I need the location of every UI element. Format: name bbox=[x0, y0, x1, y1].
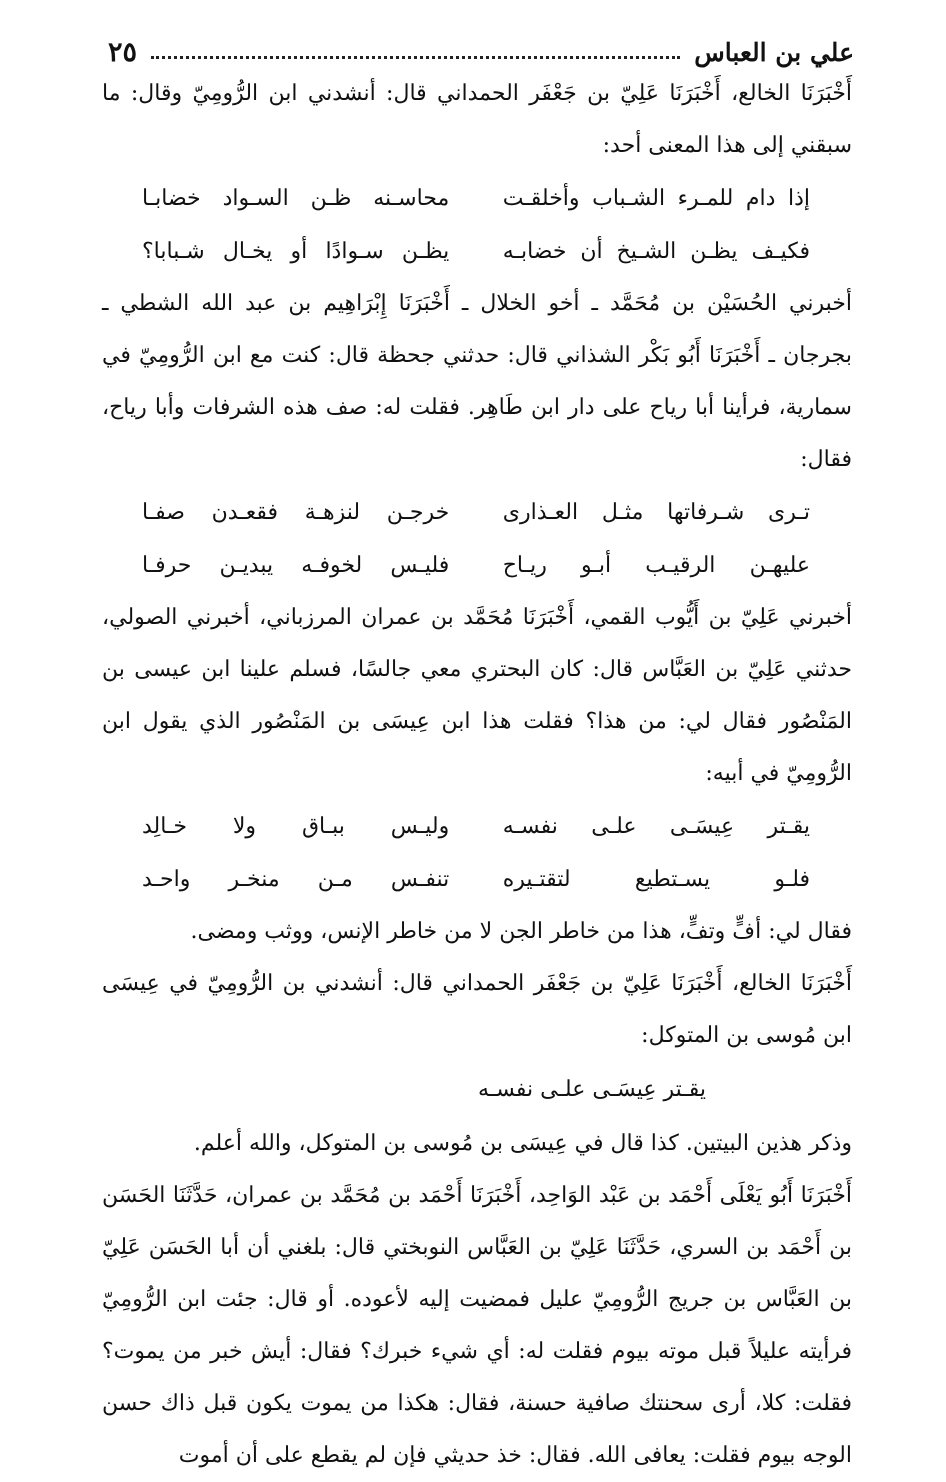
verse-second-hemistich: فليـس لخوفـه يبديـن حرفـا bbox=[142, 553, 450, 578]
quoted-hemistich: يقـتر عِيسَـى علـى نفسـه bbox=[478, 1077, 706, 1102]
verse-line bbox=[102, 853, 852, 906]
verse-line bbox=[102, 486, 852, 539]
verse-first-hemistich: عليهـن الرقيـب أبـو ريـاح bbox=[502, 553, 810, 578]
running-header bbox=[108, 34, 854, 70]
prose-paragraph: أَخْبَرَنَا الخالع، أَخْبَرَنَا عَلِيّ بن جَعْفَر الحمداني قال: أنشدني بن الرُّومِيّ في عِيسَى ابن مُوسى بن المتوكل: bbox=[102, 971, 852, 1048]
leader-dots bbox=[151, 56, 680, 59]
verse-line bbox=[102, 225, 852, 278]
verse-line bbox=[102, 172, 852, 225]
page-number: ٢٥ bbox=[108, 36, 138, 68]
verse-second-hemistich: وليـس ببـاق ولا خـالِد bbox=[142, 814, 450, 839]
verse-first-hemistich: فكيـف يظـن الشـيخ أن خضابـه bbox=[502, 239, 810, 264]
verse-second-hemistich: خرجـن لنزهـة فقعـدن صفـا bbox=[142, 500, 450, 525]
verse-first-hemistich: إذا دام للمـرء الشـباب وأخلقـت bbox=[502, 186, 810, 211]
verse-first-hemistich: يقـتر عِيسَـى علـى نفسـه bbox=[502, 814, 810, 839]
prose-paragraph: أَخْبَرَنَا أَبُو يَعْلَى أَحْمَد بن عَبْد الوَاحِد، أَخْبَرَنَا أَحْمَد بن مُحَمَّد بن عمران، حَدَّثَنَا الحَسَن بن أَحْمَد بن السري، حَدَّثَنَا عَلِيّ بن العَبَّاس النوبختي قال: بلغني أن أبا الحَسَن عَلِيّ بن العَبَّاس بن جريج الرُّومِيّ عليل فمضيت إليه لأعوده. أو قال: جئت ابن الرُّومِيّ فرأيته عليلاً قبل موته بيوم فقلت له: أي شيء خبرك؟ فقال: أيش خبر من يموت؟ فقلت: كلا، أرى سحنتك صافية حسنة، فقال: هكذا من يموت يكون قبل ذاك حسن الوجه بيوم فقلت: يعافى الله. فقال: خذ حديثي فإن لم يقطع على أن أموت bbox=[102, 1183, 852, 1468]
running-title: علي بن العباس bbox=[694, 37, 854, 67]
prose-paragraph: وذكر هذين البيتين. كذا قال في عِيسَى بن مُوسى بن المتوكل، والله أعلم. bbox=[193, 1131, 852, 1156]
page-body bbox=[102, 68, 853, 1468]
verse-second-hemistich: تنفـس مـن منخـر واحـد bbox=[142, 867, 450, 892]
verse-first-hemistich: تـرى شـرفاتها مثـل العـذارى bbox=[502, 500, 810, 525]
verse-first-hemistich: فلـو يسـتطيع لتقتـيره bbox=[502, 867, 810, 892]
prose-paragraph: أخبرني الحُسَيْن بن مُحَمَّد ـ أخو الخلال ـ أَخْبَرَنَا إِبْرَاهِيم بن عبد الله الشطي ـ بجرجان ـ أَخْبَرَنَا أَبُو بَكْر الشذاني قال: حدثني جحظة قال: كنت مع ابن الرُّومِيّ في سمارية، فرأينا أبا رياح على دار ابن طَاهِر. فقلت له: صف هذه الشرفات وأبا رياح، فقال: bbox=[102, 291, 852, 472]
verse-second-hemistich: يظـن سـوادًا أو يخـال شـبابا؟ bbox=[142, 239, 450, 264]
verse-line bbox=[102, 539, 852, 592]
verse-line bbox=[102, 800, 852, 853]
verse-second-hemistich: محاسـنه ظـن السـواد خضابـا bbox=[142, 186, 450, 211]
prose-paragraph: أخبرني عَلِيّ بن أَيُّوب القمي، أَخْبَرَنَا مُحَمَّد بن عمران المرزباني، أخبرني الصولي، حدثني عَلِيّ بن العَبَّاس قال: كان البحتري معي جالسًا، فسلم علينا ابن عيسى بن المَنْصُور فقال لي: من هذا؟ فقلت هذا ابن عِيسَى بن المَنْصُور الذي يقول ابن الرُّومِيّ في أبيه: bbox=[102, 605, 853, 786]
prose-paragraph: فقال لي: أفٍّ وتفٍّ، هذا من خاطر الجن لا من خاطر الإنس، ووثب ومضى. bbox=[190, 919, 852, 944]
prose-paragraph: أَخْبَرَنَا الخالع، أَخْبَرَنَا عَلِيّ بن جَعْفَر الحمداني قال: أنشدني ابن الرُّومِيّ وقال: ما سبقني إلى هذا المعنى أحد: bbox=[102, 81, 852, 158]
